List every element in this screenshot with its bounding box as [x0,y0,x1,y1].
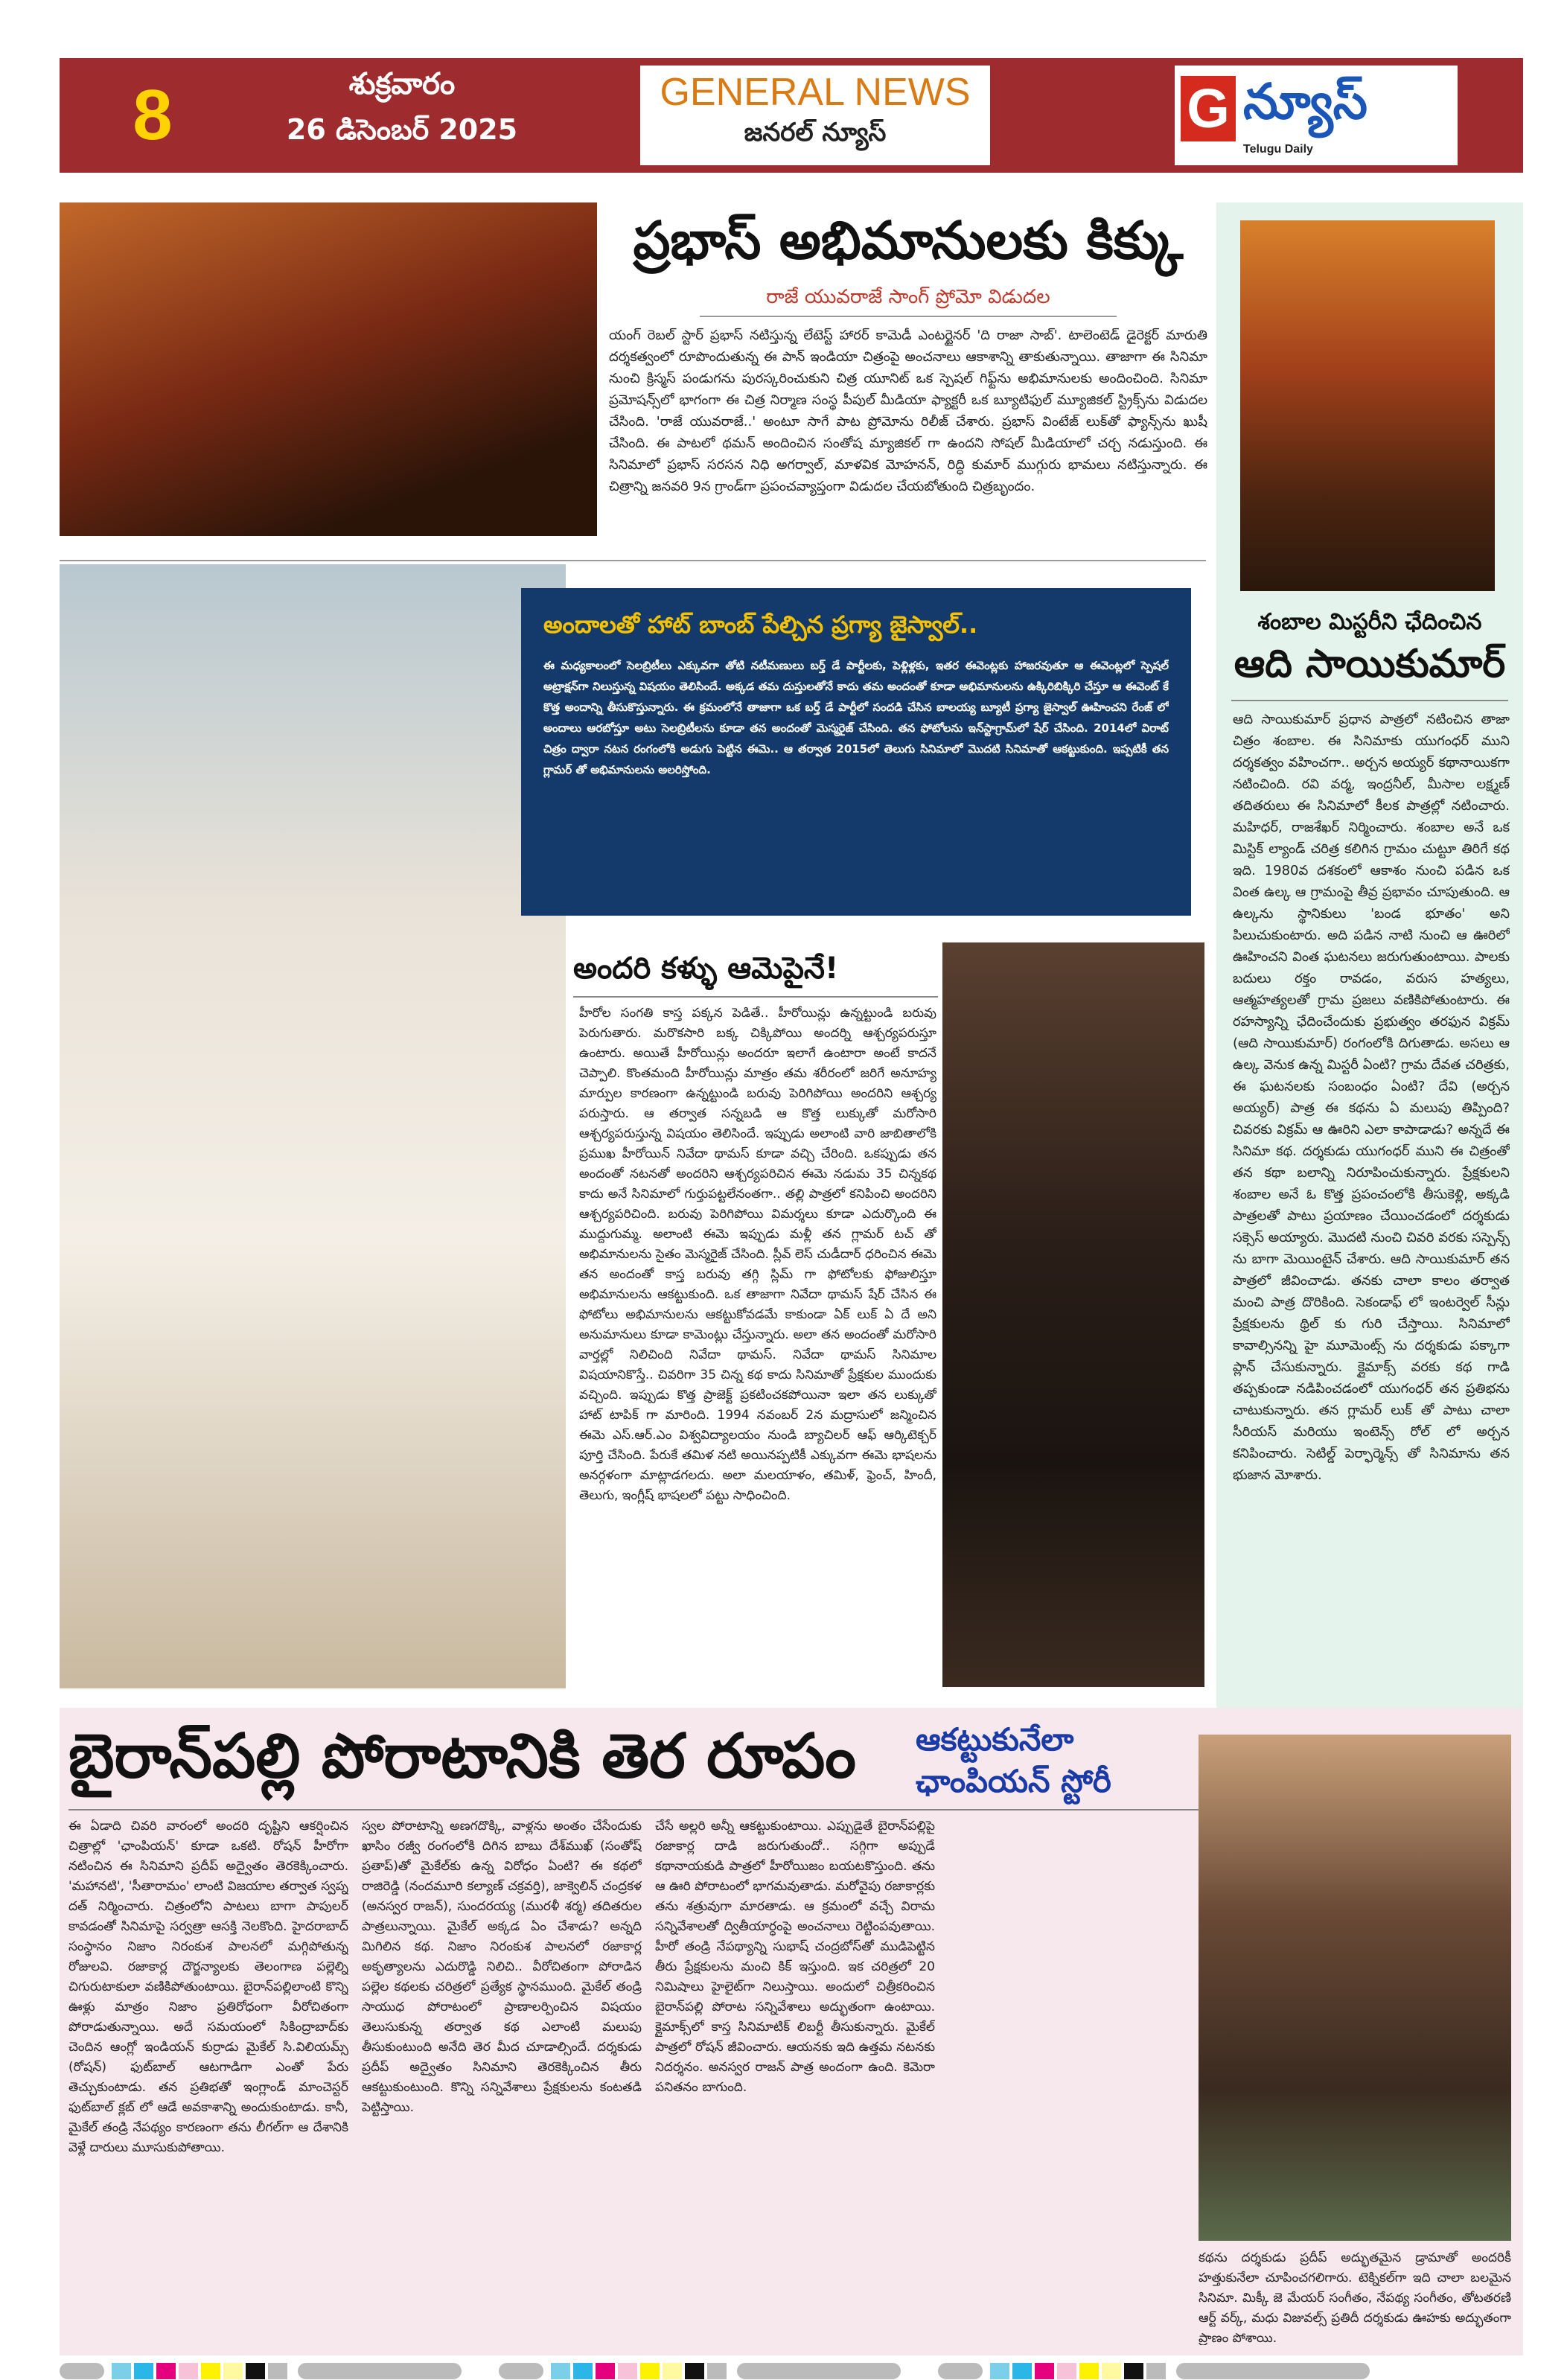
champion-headline-rule [68,1809,1222,1810]
story2-top-rule [60,560,1206,561]
section-label [640,66,990,165]
issue-date-text: 26 డిసెంబర్ 2025 [286,113,518,146]
champion-col-4: కథను దర్శకుడు ప్రదీప్ అద్భుతమైన డ్రామాతో అందరికీ హత్తుకునేలా చూపించగలిగారు. టెక్నికల్‌గా ఇది చాలా బలమైన సినిమా. మిక్కీ జె మేయర్ సంగీతం, నేపథ్య సంగీతం, తోటతరణి ఆర్ట్ వర్క్, మధు విజువల్స్ ప్రతిదీ దర్శకుడు ఊహకు అద్భుతంగా ప్రాణం పోశాయి. [1199,2250,1511,2345]
shambala-photo [1240,220,1495,591]
print-color-bar [60,2363,1523,2379]
champion-col-2: స్వల పోరాటాన్ని అణగదొక్కి, వాళ్లను అంతం చేసేందుకు ఖాసిం రజ్వీ రంగంలోకి దిగిన బాబు దేశ్‌ముఖ్ (సంతోష్ ప్రతాప్)తో మైకేల్‌కు ఉన్న విరోధం ఏంటి? ఈ కథలో రాజిరెడ్డి (నందమూరి కల్యాణ్ చక్రవర్తి), జాక్వెలిన్ చంద్రకళ (అనస్వర రాజన్), సుందరయ్య (మురళీ శర్మ) తదితరుల పాత్రలున్నాయి. మైకేల్ అక్కడ ఏం చేశాడు? అన్నది మిగిలిన కథ. నిజాం నిరంకుశ పాలనలో రజాకార్ల అకృత్యాలను ఎదురొడ్డి నిలిచి.. వీరోచితంగా పోరాడిన పల్లెల కథలకు చరిత్రలో ప్రత్యేక స్థానముంది. మైకేల్ తండ్రి సాయుధ పోరాటంలో ప్రాణాలర్పించిన విషయం తెలుసుకున్న తర్వాత కథ ఎలాంటి మలుపు తీసుకుంటుంది అనేది తెర మీద చూడాల్సిందే. దర్శకుడు ప్రదీప్ అద్వైతం సినిమాని తెరకెక్కించిన తీరు ఆకట్టుకుంటుంది. కొన్ని సన్నివేశాలు ప్రేక్షకులను కంటతడి పెట్టిస్తాయి. [362,1819,642,2115]
shambala-rule [1231,700,1508,701]
pragya-box-title: అందాలతో హాట్ బాంబ్ పేల్చిన ప్రగ్యా జైస్వాల్.. [543,610,978,639]
section-label-te: జనరల్ న్యూస్ [744,118,887,147]
issue-day: శుక్రవారం [348,67,456,101]
champion-col-3: చేసే అల్లరి అన్నీ ఆకట్టుకుంటాయి. ఎప్పుడైతే బైరాన్‌పల్లిపై రజాకార్ల దాడి జరుగుతుందో.. సగ్గిగా అప్పుడే కథానాయకుడి పాత్రలో హీరోయిజం బయటకొస్తుంది. తను ఆ ఊరి పోరాటంలో భాగమవుతాడు. మరోవైపు రజాకార్లకు తను శత్రువుగా మారతాడు. ఆ క్రమంలో వచ్చే విరామ సన్నివేశాలతో ద్వితీయార్ధంపై అంచనాలు రెట్టింపవుతాయి. హీరో తండ్రి నేపథ్యాన్ని సుభాష్ చంద్రబోస్‌తో ముడిపెట్టిన తీరు ప్రేక్షకులను మంచి కిక్ ఇస్తుంది. ఇక చరిత్రలో 20 నిమిషాలు హైలైట్‌గా నిలుస్తాయి. అందులో చిత్రీకరించిన బైరాన్‌పల్లి పోరాట సన్నివేశాలు అద్భుతంగా ఉంటాయి. క్లైమాక్స్‌లో కాస్త సినిమాటిక్ లిబర్టీ తీసుకున్నారు. మైకేల్ పాత్రలో రోషన్ జీవించారు. ఆయనకు ఇది ఉత్తమ నటనకు నిదర్శనం. అనస్వర రాజన్ పాత్ర అందంగా ఉంది. కెమెరా పనితనం బాగుంది. [655,1819,935,2095]
page-number: 8 [133,75,173,155]
niveda-headline: అందరి కళ్ళు ఆమెపైనే! [573,951,839,986]
prabhas-headline: ప్రభాస్ అభిమానులకు కిక్కు [633,210,1184,271]
logo-wordmark: న్యూస్ [1243,73,1367,130]
newspaper-logo [1175,66,1458,165]
champion-col-1: ఈ ఏడాది చివరి వారంలో అందరి దృష్టిని ఆకర్షించిన చిత్రాల్లో 'ఛాంపియన్' కూడా ఒకటి. రోషన్ హీరోగా నటించిన ఈ సినిమాని ప్రదీప్ అద్వైతం తెరకెక్కించారు. 'మహానటి', 'సీతారామం' లాంటి విజయాల తర్వాత స్వప్న దత్ నిర్మించారు. చిత్రంలోని పాటలు బాగా పాపులర్ కావడంతో సినిమాపై సర్వత్రా ఆసక్తి నెలకొంది. హైదరాబాద్ సంస్థానం నిజాం నిరంకుశ పాలనలో మగ్గిపోతున్న రోజులవి. రజాకార్ల దౌర్జన్యాలకు తెలంగాణ పల్లెల్ని చిగురుటాకులా వణికిపోతుంటాయి. బైరాన్‌పల్లిలాంటి కొన్ని ఊళ్లు మాత్రం నిజాం ప్రతిరోధంగా వీరోచితంగా పోరాడుతున్నాయి. అదే సమయంలో సికింద్రాబాద్‌కు చెందిన ఆంగ్లో ఇండియన్ కుర్రాడు మైకేల్ సి.విలియమ్స్ (రోషన్) ఫుట్‌బాల్ ఆటగాడిగా ఎంతో పేరు తెచ్చుకుంటాడు. తన ప్రతిభతో ఇంగ్లాండ్ మాంచెస్టర్ ఫుట్‌బాల్ క్లబ్ లో ఆడే అవకాశాన్ని అందుకుంటాడు. కానీ, మైకేల్ తండ్రి నేపథ్యం కారణంగా తను లీగల్‌గా ఆ దేశానికి వెళ్లే దారులు మూసుకుపోతాయి. [68,1819,348,2155]
niveda-article: హీరోల సంగతి కాస్త పక్కన పెడితే.. హీరోయిన్లు ఉన్నట్టుండి బరువు పెరుగుతారు. మరొకసారి బక్క చిక్కిపోయి అందర్ని ఆశ్చర్యపరుస్తూ ఉంటారు. అయితే హీరోయిన్లు అందరూ ఇలాగే ఉంటారా అంటే కాదనే చెప్పాలి. కొంతమంది హీరోయిన్లు మాత్రం తమ శరీరంలో జరిగే అనూహ్య మార్పుల కారణంగా ఉన్నట్టుండి బరువు పెరిగిపోయి అందరిని ఆశ్చర్య పరుస్తారు. ఆ తర్వాత సన్నబడి ఆ కొత్త లుక్కుతో మరోసారి ఆశ్చర్యపరుస్తున్న విషయం తెలిసిందే. ఇప్పుడు అలాంటి వారి జాబితాలోకి ప్రముఖ హీరోయిన్ నివేదా థామస్ కూడా వచ్చి చేరింది. ఒకప్పుడు తన అందంతో నటనతో అందరిని ఆశ్చర్యపరిచిన ఈమె నడుమ 35 చిన్నకథ కాదు అనే సినిమాలో గుర్తుపట్టలేనంతగా.. తల్లి పాత్రలో కనిపించి అందరిని ఆశ్చర్యపరిచింది. బరువు పెరిగిపోయి విమర్శలు కూడా ఎదుర్కొంది ఈ ముద్దుగుమ్మ. అలాంటి ఈమె ఇప్పుడు మళ్లీ తన గ్లామర్ టచ్ తో అభిమానులను సైతం మెస్మరైజ్ చేసింది. స్లీవ్ లెస్ చుడీదార్ ధరించిన ఈమె తన అందంతో కాస్త బరువు తగ్గి స్లిమ్ గా ఫోటోలకు ఫోజులిస్తూ అభిమానులను ఆకట్టుకుంది. ఒక తాజాగా నివేదా థామస్ షేర్ చేసిన ఈ ఫోటోలు అభిమానులను ఆకట్టుకోవడమే కాకుండా ఏక్ లుక్ ఏ దే అని అనుమానులు కూడా కామెంట్లు చేస్తున్నారు. అలా తన అందంతో మరోసారి వార్తల్లో నిలిచింది నివేదా థామస్. నివేదా థామస్ సినిమాల విషయానికొస్తే.. చివరిగా 35 చిన్న కథ కాదు సినిమాతో ప్రేక్షకుల ముందుకు వచ్చింది. ఇప్పుడు కొత్త ప్రాజెక్ట్ ప్రకటించకపోయినా ఇలా తన లుక్కుతో హాట్ టాపిక్ గా మారింది. 1994 నవంబర్ 2న మద్రాసులో జన్మించిన ఈమె ఎస్.ఆర్.ఎం విశ్వవిద్యాలయం నుండి బ్యాచిలర్ ఆఫ్ ఆర్కిటెక్చర్ పూర్తి చేసింది. పేరుకే తమిళ నటి అయినప్పటికీ ఎక్కువగా ఈమె భాషలను అనర్గళంగా మాట్లాడగలదు. అలా మలయాళం, తమిళ్, ఫ్రెంచ్, హిందీ, తెలుగు, ఇంగ్లీష్ భాషలలో పట్టు సాధించింది. [579,1006,936,1503]
shambala-headline-small: శంబాల మిస్టరీని ఛేదించిన [1257,609,1482,635]
pragya-photo [60,564,566,1688]
prabhas-subhead: రాజే యువరాజే సాంగ్ ప్రోమో విడుదల [766,286,1050,308]
champion-photo [1199,1735,1511,2241]
logo-g-mark: G [1181,76,1236,141]
champion-side-headline-2: ఛాంపియన్ స్టోరీ [916,1763,1111,1799]
shambala-article: ఆది సాయికుమార్ ప్రధాన పాత్రలో నటించిన తాజా చిత్రం శంబాల. ఈ సినిమాకు యుగంధర్ ముని దర్శకత్వం వహించగా.. అర్చన అయ్యర్ కథానాయికగా నటించింది. రవి వర్మ, ఇంద్రనీల్, మీసాల లక్ష్మణ్ తదితరులు ఈ సినిమాలో కీలక పాత్రల్లో నటించారు. మహిధర్, రాజశేఖర్ నిర్మించారు. శంబాల అనే ఒక మిస్టిక్ ల్యాండ్ చరిత్ర కలిగిన గ్రామం చుట్టూ తిరిగే కథ ఇది. 1980వ దశకంలో ఆకాశం నుంచి పడిన ఒక వింత ఉల్క ఆ గ్రామంపై తీవ్ర ప్రభావం చూపుతుంది. ఆ ఉల్కను స్థానికులు 'బండ భూతం' అని పిలుచుకుంటారు. అది పడిన నాటి నుంచి ఆ ఊరిలో ఊహించని వింత ఘటనలు జరుగుతుంటాయి. పాలకు బదులు రక్తం రావడం, వరుస హత్యలు, ఆత్మహత్యలతో గ్రామ ప్రజలు వణికిపోతుంటారు. ఈ రహస్యాన్ని ఛేదించేందుకు ప్రభుత్వం తరఫున విక్రమ్ (ఆది సాయికుమార్) రంగంలోకి దిగుతాడు. అసలు ఆ ఉల్క వెనుక ఉన్న మిస్టరీ ఏంటి? గ్రామ దేవత చరిత్రకు, ఈ ఘటనలకు సంబంధం ఏంటి? దేవి (అర్చన అయ్యర్) పాత్ర ఈ కథను ఏ మలుపు తిప్పింది? చివరకు విక్రమ్ ఆ ఊరిని ఎలా కాపాడాడు? అన్నదే ఈ సినిమా కథ. దర్శకుడు యుగంధర్ ముని ఈ చిత్రంతో తన కథా బలాన్ని నిరూపించుకున్నారు. ప్రేక్షకులని శంబాల అనే ఓ కొత్త ప్రపంచంలోకి తీసుకెళ్లి, అక్కడి పాత్రలతో పాటు ప్రయాణం చేయించడంలో దర్శకుడు సక్సెస్ అయ్యారు. మొదటి నుంచి చివరి వరకు సస్పెన్స్ ను బాగా మెయింటైన్ చేశారు. ఆది సాయికుమార్ తన పాత్రలో జీవించాడు. తనకు చాలా కాలం తర్వాత మంచి పాత్ర దొరికింది. సెకండాఫ్ లో ఇంటర్వెల్ సీన్లు ప్రేక్షకులను థ్రిల్ కు గురి చేస్తాయి. సినిమాలో కావాల్సినన్ని హై మూమెంట్స్ ను దర్శకుడు పక్కాగా ప్లాన్ చేసుకున్నారు. క్లైమాక్స్ వరకు కథ గాడి తప్పకుండా నడిపించడంలో యుగంధర్ తన ప్రతిభను చాటుకున్నారు. తన గ్లామర్ లుక్ తో పాటు చాలా సీరియస్ మరియు ఇంటెన్స్ రోల్ లో అర్చన కనిపించారు. సెటిల్డ్ పెర్ఫార్మెన్స్ తో సినిమాను తన భుజాన మోశారు. [1233,712,1510,1483]
subhead-rule [700,316,1117,317]
issue-date [246,67,558,153]
champion-side-headline-1: ఆకట్టుకునేలా [916,1721,1074,1758]
shambala-headline-big: ఆది సాయికుమార్ [1234,642,1506,686]
prabhas-article: యంగ్ రెబల్ స్టార్ ప్రభాస్ నటిస్తున్న లేటెస్ట్ హారర్ కామెడీ ఎంటర్టైనర్ 'ది రాజా సాబ్'. టాలెంటెడ్ డైరెక్టర్ మారుతి దర్శకత్వంలో రూపొందుతున్న ఈ పాన్ ఇండియా చిత్రంపై అంచనాలు ఆకాశాన్ని తాకుతున్నాయి. తాజాగా ఈ సినిమా నుంచి క్రిస్మస్ పండుగను పురస్కరించుకుని చిత్ర యూనిట్ ఒక స్పెషల్ గిఫ్ట్‌ను అభిమానులకు అందించింది. సినిమా ప్రమోషన్స్‌లో భాగంగా ఈ చిత్ర నిర్మాణ సంస్థ పీపుల్ మీడియా ఫ్యాక్టరీ ఒక బ్యూటిఫుల్ మ్యూజికల్ స్ట్రిక్స్‌ను విడుదల చేసింది. 'రాజే యువరాజే..' అంటూ సాగే పాట ప్రోమోను రిలీజ్ చేశారు. ప్రభాస్ వింటేజ్ లుక్‌తో ఫ్యాన్స్‌ను ఖుషీ చేసింది. ఈ పాటలో థమన్ అందించిన సంతోష మ్యాజికల్ గా ఉందని సోషల్ మీడియాలో చర్చ నడుస్తుంది. ఈ సినిమాలో ప్రభాస్ సరసన నిధి అగర్వాల్, మాళవిక మోహనన్, రిద్ధి కుమార్ ముగ్గురు భామలు నటిస్తున్నారు. ఈ చిత్రాన్ని జనవరి 9న గ్రాండ్‌గా ప్రపంచవ్యాప్తంగా విడుదల చేయబోతుంది చిత్రబృందం. [609,328,1207,494]
prabhas-photo [60,202,597,536]
pragya-box-body: ఈ మధ్యకాలంలో సెలబ్రిటీలు ఎక్కువగా తోటి నటీమణులు బర్త్ డే పార్టీలకు, పెళ్లిళ్లకు, ఇతర ఈవెంట్లకు హాజరవుతూ ఆ ఈవెంట్లలో స్పెషల్ అట్రాక్షన్‌గా నిలుస్తున్న విషయం తెలిసిందే. అక్కడ తమ దుస్తులతోనే కాదు తమ అందంతో కూడా అభిమానులను ఉక్కిరిబిక్కిరి చేస్తూ ఆ ఈవెంట్ కే కొత్త అందాన్ని తీసుకొస్తున్నారు. ఈ క్రమంలోనే తాజాగా ఒక బర్త్ డే పార్టీలో సందడి చేసిన బాలయ్య బ్యూటీ ప్రగ్యా జైస్వాల్ ఊహించని రేంజ్ లో అందాలు ఆరబోస్తూ అటు సెలబ్రిటీలను కూడా తన అందంతో మెస్మరైజ్ చేసింది. తన ఫోటోలను ఇన్‌స్టాగ్రామ్‌లో షేర్ చేసింది. 2014లో విరాట్ చిత్రం ద్వారా నటన రంగంలోకి అడుగు పెట్టిన ఈమె.. ఆ తర్వాత 2015లో తెలుగు సినిమాలో మొదటి సినిమాతో ఆకట్టుకుంది. ఇప్పటికీ తన గ్లామర్ తో అభిమానులను అలరిస్తోంది. [543,659,1169,776]
niveda-rule [573,996,938,998]
logo-subtitle: Telugu Daily [1243,143,1313,156]
niveda-photo [942,942,1204,1687]
section-label-en: GENERAL NEWS [660,71,971,114]
champion-headline: బైరాన్‌పల్లి పోరాటానికి తెర రూపం [68,1721,856,1792]
